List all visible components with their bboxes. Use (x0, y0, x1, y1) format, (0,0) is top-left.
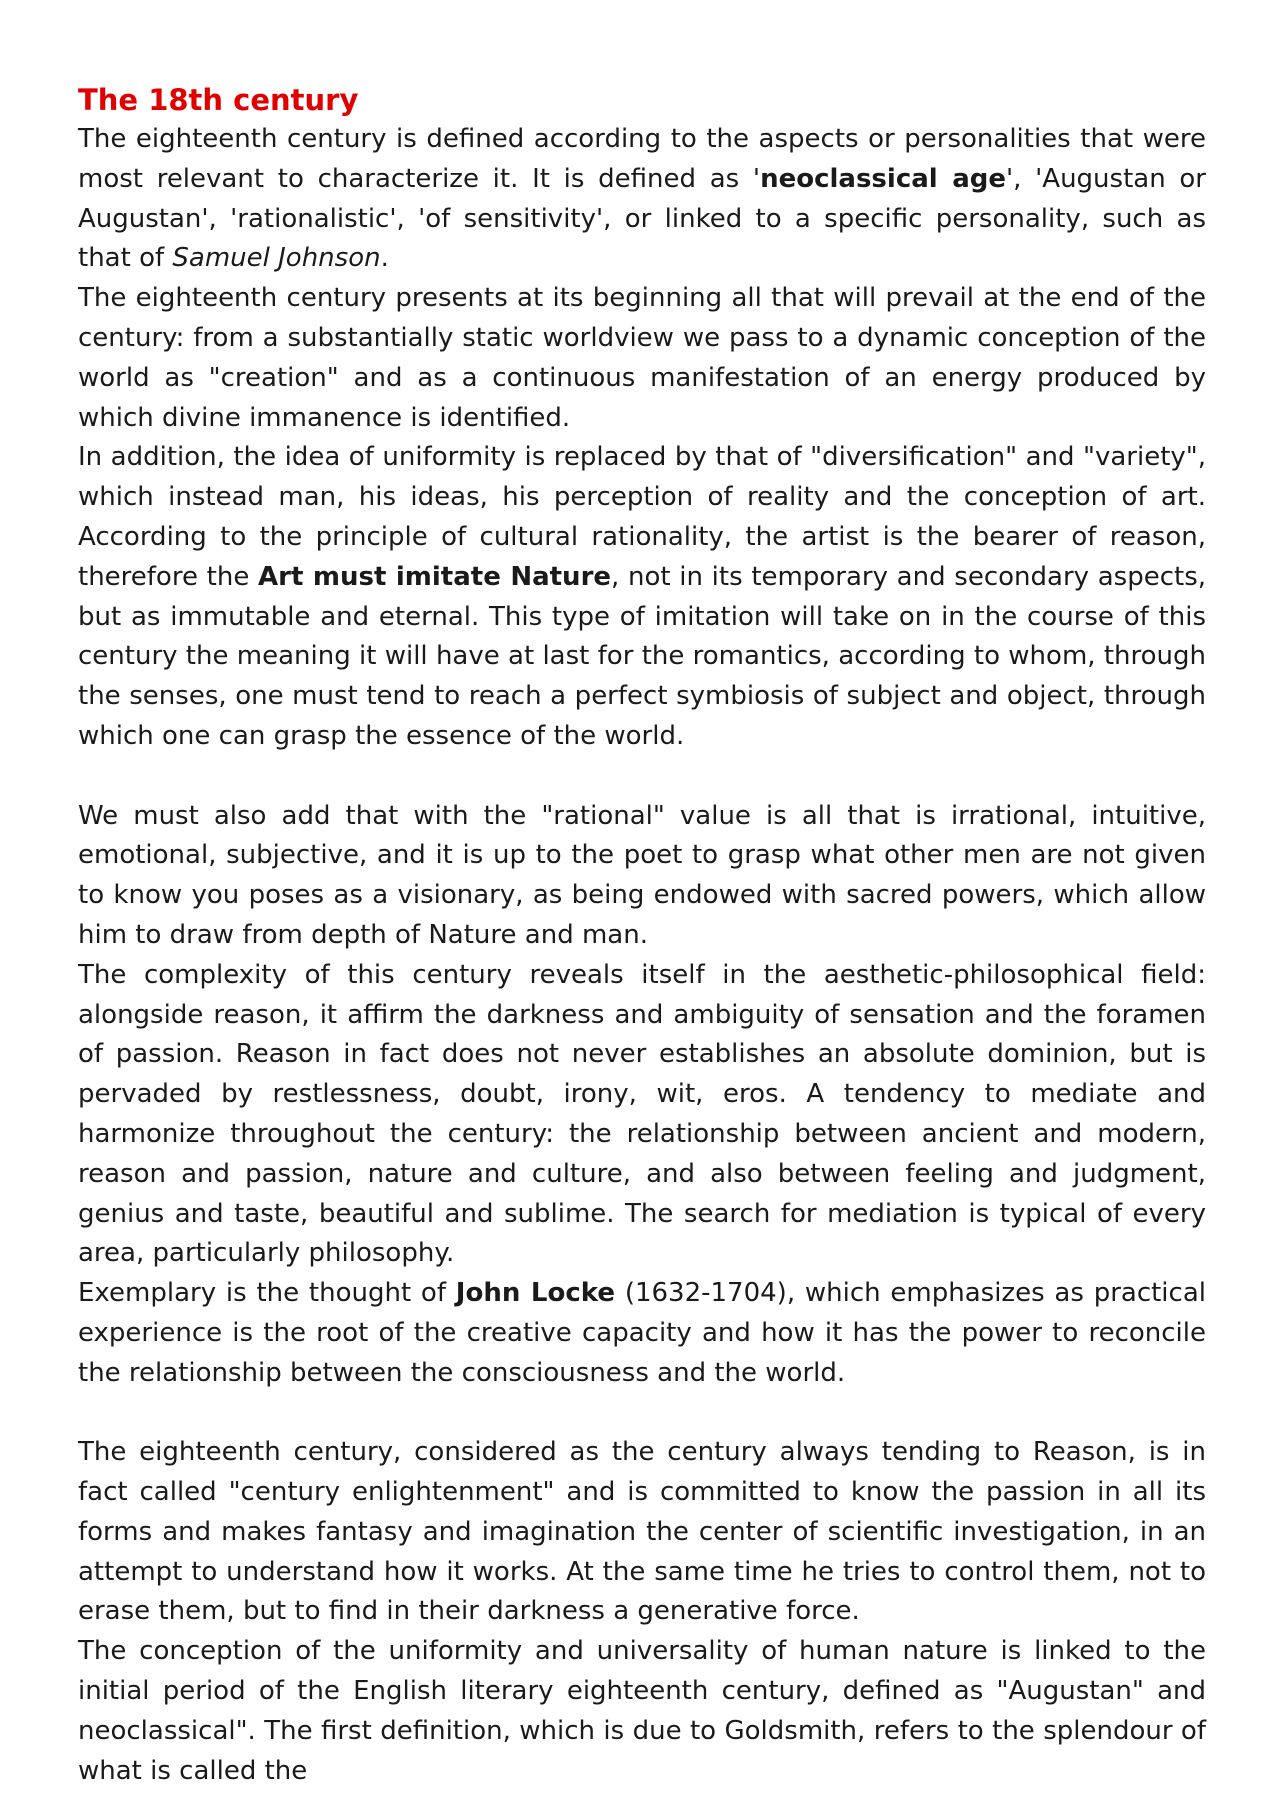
paragraph-7: The eighteenth century, considered as the century always tending to Reason, is in fact called "century enlightenment" and is committed to know the passion in all its forms and makes fantasy and imagination the center of scientific investigation, in an attempt to understand how it works. At the same time he tries to control them, not to erase them, but to find in their darkness a generative force. (78, 1437, 1206, 1627)
paragraph-3-text-a: In addition, the idea of uniformity is replaced by that of "diversification" and "variety", which instead man, his ideas, his perception of reality and the conception of art. According to the principle of cultural rationality, the artist is the bearer of reason, therefore the (78, 442, 1206, 592)
paragraph-5: The complexity of this century reveals itself in the aesthetic-philosophical field: alongside reason, it affirm the darkness and ambiguity of sensation and the foramen of passion. Reason in fact does not never establishes an absolute dominion, but is pervaded by restlessness, doubt, irony, wit, eros. A tendency to mediate and harmonize throughout the century: the relationship between ancient and modern, reason and passion, nature and culture, and also between feeling and judgment, genius and taste, beautiful and sublime. The search for mediation is typical of every area, particularly philosophy. (78, 959, 1206, 1269)
paragraph-3 (78, 438, 1206, 756)
paragraph-1 (78, 120, 1206, 279)
document-page (78, 80, 1206, 1791)
paragraph-3-bold-phrase: Art must imitate Nature (258, 561, 612, 592)
paragraph-6-text-a: Exemplary is the thought of (78, 1278, 456, 1309)
paragraph-1-bold-term: neoclassical age (760, 163, 1006, 194)
paragraph-1-text-a: The eighteenth century is defined according to the aspects or personalities that were most relevant to characterize it. It is defined as ' (78, 124, 1206, 194)
paragraph-6-text-c: (1632-1704), which emphasizes as practical experience is the root of the creative capacity and how it has the power to reconcile the relationship between the consciousness and the world. (78, 1278, 1206, 1388)
paragraph-spacer (78, 757, 1206, 797)
document-title: The 18th century (78, 83, 359, 117)
paragraph-2: The eighteenth century presents at its beginning all that will prevail at the end of the century: from a substantially static worldview we pass to a dynamic conception of the world as "creation" and as a continuous manifestation of an energy produced by which divine immanence is identified. (78, 283, 1206, 433)
paragraph-6-bold-name: John Locke (455, 1278, 616, 1309)
paragraph-1-text-c: ', 'Augustan or Augustan', 'rationalistic', 'of sensitivity', or linked to a specific personality, such as that of (78, 163, 1207, 274)
paragraph-1-text-e: . (380, 243, 389, 274)
paragraph-6 (78, 1274, 1206, 1393)
paragraph-8: The conception of the uniformity and universality of human nature is linked to the initial period of the English literary eighteenth century, defined as "Augustan" and neoclassical". The first definition, which is due to Goldsmith, refers to the splendour of what is called the (78, 1636, 1206, 1786)
paragraph-4: We must also add that with the "rational" value is all that is irrational, intuitive, emotional, subjective, and it is up to the poet to grasp what other men are not given to know you poses as a visionary, as being endowed with sacred powers, which allow him to draw from depth of Nature and man. (78, 800, 1206, 950)
paragraph-3-text-c: , not in its temporary and secondary aspects, but as immutable and eternal. This type of imitation will take on in the course of this century the meaning it will have at last for the romantics, according to whom, through the senses, one must tend to reach a perfect symbiosis of subject and object, through which one can grasp the essence of the world. (78, 561, 1207, 751)
paragraph-spacer (78, 1394, 1206, 1434)
paragraph-1-italic-name: Samuel Johnson (172, 243, 381, 274)
